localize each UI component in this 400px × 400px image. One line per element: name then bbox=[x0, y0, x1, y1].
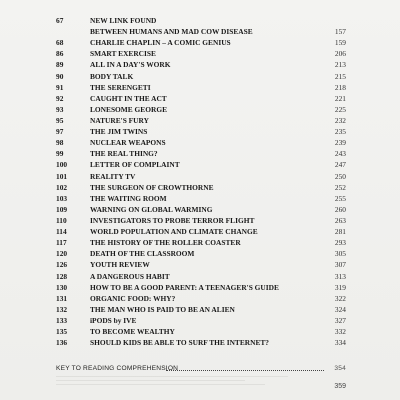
toc-page-number: 281 bbox=[334, 227, 346, 237]
toc-row bbox=[56, 204, 346, 215]
toc-unit-number: 99 bbox=[56, 149, 64, 159]
toc-row bbox=[56, 282, 346, 293]
toc-row bbox=[56, 215, 346, 226]
toc-title: INVESTIGATORS TO PROBE TERROR FLIGHT bbox=[90, 215, 255, 225]
toc-title: BODY TALK bbox=[90, 71, 134, 81]
toc-page-number: 206 bbox=[334, 49, 346, 59]
toc-page-number: 157 bbox=[334, 27, 346, 37]
toc-row bbox=[56, 115, 346, 126]
toc-title: BETWEEN HUMANS AND MAD COW DISEASE bbox=[90, 27, 253, 37]
toc-title: NATURE'S FURY bbox=[90, 115, 149, 125]
toc-title: WORLD POPULATION AND CLIMATE CHANGE bbox=[90, 227, 258, 237]
toc-title: THE HISTORY OF THE ROLLER COASTER bbox=[90, 238, 241, 248]
toc-row bbox=[56, 259, 346, 270]
toc-unit-number: 136 bbox=[56, 338, 68, 348]
toc-unit-number: 133 bbox=[56, 315, 68, 325]
toc-page-number: 255 bbox=[334, 193, 346, 203]
toc-page-number: 218 bbox=[334, 82, 346, 92]
toc-page-number: 293 bbox=[334, 238, 346, 248]
toc-row bbox=[56, 315, 346, 326]
toc-row bbox=[56, 337, 346, 348]
toc-title: TO BECOME WEALTHY bbox=[90, 327, 175, 337]
toc-row bbox=[56, 48, 346, 59]
toc-unit-number: 89 bbox=[56, 60, 64, 70]
toc-unit-number: 103 bbox=[56, 193, 68, 203]
key-section-label: KEY TO READING COMPREHENSION bbox=[56, 365, 179, 372]
toc-row bbox=[56, 82, 346, 93]
toc-page-number: 327 bbox=[334, 315, 346, 325]
bleed-through-text bbox=[56, 376, 346, 390]
toc-row bbox=[56, 226, 346, 237]
toc-title: THE REAL THING? bbox=[90, 149, 158, 159]
toc-row bbox=[56, 304, 346, 315]
toc-page-number: 215 bbox=[334, 71, 346, 81]
toc-title: THE WAITING ROOM bbox=[90, 193, 167, 203]
toc-unit-number: 68 bbox=[56, 38, 64, 48]
toc-row bbox=[56, 182, 346, 193]
toc-unit-number: 86 bbox=[56, 49, 64, 59]
toc-unit-number: 131 bbox=[56, 293, 68, 303]
toc-page-number: 243 bbox=[334, 149, 346, 159]
toc-title: NEW LINK FOUND bbox=[90, 16, 157, 25]
toc-row bbox=[56, 148, 346, 159]
toc-unit-number: 128 bbox=[56, 271, 68, 281]
toc-row bbox=[56, 326, 346, 337]
toc-row bbox=[56, 293, 346, 304]
toc-row bbox=[56, 248, 346, 259]
toc-row bbox=[56, 137, 346, 148]
toc-unit-number: 93 bbox=[56, 104, 64, 114]
page-number: 359 bbox=[334, 383, 346, 390]
toc-title: WARNING ON GLOBAL WARMING bbox=[90, 204, 213, 214]
toc-title: SMART EXERCISE bbox=[90, 49, 156, 59]
toc-row bbox=[56, 93, 346, 104]
toc-page-number: 232 bbox=[334, 115, 346, 125]
toc-row bbox=[56, 237, 346, 248]
toc-row bbox=[56, 193, 346, 204]
toc-title: YOUTH REVIEW bbox=[90, 260, 150, 270]
toc-title: THE MAN WHO IS PAID TO BE AN ALIEN bbox=[90, 304, 235, 314]
toc-page-number: 250 bbox=[334, 171, 346, 181]
toc-unit-number: 98 bbox=[56, 138, 64, 148]
toc-unit-number: 126 bbox=[56, 260, 68, 270]
toc-page-number: 159 bbox=[334, 38, 346, 48]
toc-page-number: 319 bbox=[334, 282, 346, 292]
toc-unit-number: 110 bbox=[56, 215, 67, 225]
toc-page-number: 247 bbox=[334, 160, 346, 170]
toc-page-number: 305 bbox=[334, 249, 346, 259]
toc-title: NUCLEAR WEAPONS bbox=[90, 138, 166, 148]
toc-page-number: 332 bbox=[334, 327, 346, 337]
toc-page-number: 324 bbox=[334, 304, 346, 314]
toc-row bbox=[56, 15, 346, 26]
toc-unit-number: 101 bbox=[56, 171, 68, 181]
toc-row bbox=[56, 159, 346, 170]
toc-unit-number: 97 bbox=[56, 127, 64, 137]
toc-page-number: 221 bbox=[334, 93, 346, 103]
toc-title: THE SURGEON OF CROWTHORNE bbox=[90, 182, 214, 192]
toc-page-number: 239 bbox=[334, 138, 346, 148]
toc-row bbox=[56, 71, 346, 82]
toc-page-number: 260 bbox=[334, 204, 346, 214]
table-of-contents bbox=[56, 15, 346, 348]
toc-unit-number: 135 bbox=[56, 327, 68, 337]
toc-title: CAUGHT IN THE ACT bbox=[90, 93, 167, 103]
toc-title: REALITY TV bbox=[90, 171, 136, 181]
key-section-row bbox=[56, 363, 346, 374]
toc-unit-number: 90 bbox=[56, 71, 64, 81]
toc-page-number: 322 bbox=[334, 293, 346, 303]
toc-unit-number: 67 bbox=[56, 16, 64, 25]
toc-unit-number: 109 bbox=[56, 204, 68, 214]
toc-unit-number: 120 bbox=[56, 249, 68, 259]
toc-row bbox=[56, 59, 346, 70]
toc-title: A DANGEROUS HABIT bbox=[90, 271, 170, 281]
toc-unit-number: 100 bbox=[56, 160, 68, 170]
toc-page-number: 263 bbox=[334, 215, 346, 225]
toc-title: THE SERENGETI bbox=[90, 82, 151, 92]
toc-title: THE JIM TWINS bbox=[90, 127, 148, 137]
toc-title: DEATH OF THE CLASSROOM bbox=[90, 249, 195, 259]
toc-row bbox=[56, 37, 346, 48]
toc-unit-number: 92 bbox=[56, 93, 64, 103]
toc-row bbox=[56, 26, 346, 37]
toc-unit-number: 130 bbox=[56, 282, 68, 292]
toc-title: ALL IN A DAY'S WORK bbox=[90, 60, 171, 70]
dot-leader bbox=[166, 370, 324, 371]
toc-title: LONESOME GEORGE bbox=[90, 104, 167, 114]
toc-page-number: 334 bbox=[334, 338, 346, 348]
toc-page-number: 252 bbox=[334, 182, 346, 192]
toc-unit-number: 132 bbox=[56, 304, 68, 314]
toc-row bbox=[56, 126, 346, 137]
toc-unit-number: 117 bbox=[56, 238, 67, 248]
toc-row bbox=[56, 104, 346, 115]
toc-page-number: 213 bbox=[334, 60, 346, 70]
toc-title: CHARLIE CHAPLIN – A COMIC GENIUS bbox=[90, 38, 231, 48]
toc-page-number: 225 bbox=[334, 104, 346, 114]
toc-title: ORGANIC FOOD: WHY? bbox=[90, 293, 176, 303]
toc-unit-number: 114 bbox=[56, 227, 67, 237]
toc-unit-number: 91 bbox=[56, 82, 64, 92]
toc-unit-number: 95 bbox=[56, 115, 64, 125]
toc-title: SHOULD KIDS BE ABLE TO SURF THE INTERNET? bbox=[90, 338, 270, 348]
toc-page-number: 313 bbox=[334, 271, 346, 281]
toc-title: LETTER OF COMPLAINT bbox=[90, 160, 180, 170]
toc-row bbox=[56, 171, 346, 182]
toc-title: iPODS by IVE bbox=[90, 315, 137, 325]
toc-page-number: 307 bbox=[334, 260, 346, 270]
key-section-page: 354 bbox=[334, 365, 346, 372]
toc-page-number: 235 bbox=[334, 127, 346, 137]
toc-row bbox=[56, 271, 346, 282]
toc-title: HOW TO BE A GOOD PARENT: A TEENAGER'S GUIDE bbox=[90, 282, 279, 292]
toc-unit-number: 102 bbox=[56, 182, 68, 192]
